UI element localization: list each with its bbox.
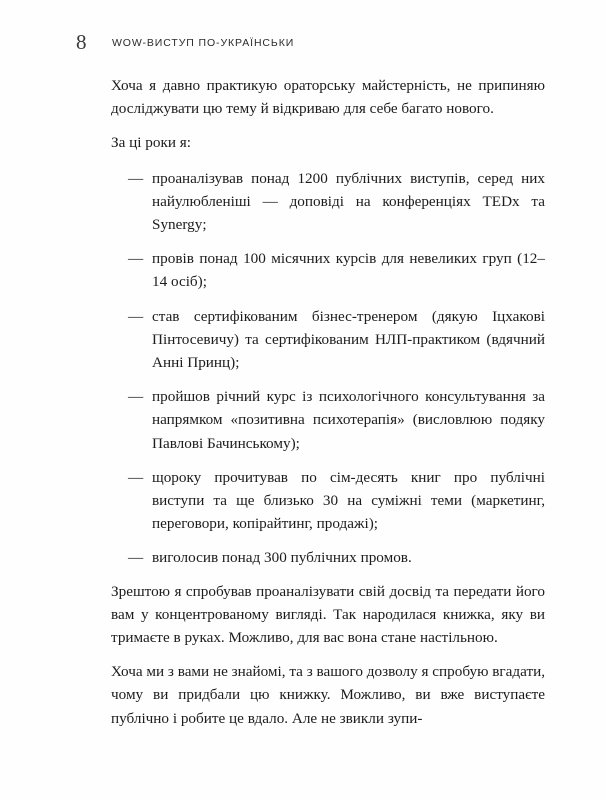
list-item-text: проаналізував понад 1200 публічних виступів, серед них найулюбленіші — доповіді на конференціях TEDx та Synergy;: [152, 169, 545, 234]
list-item-text: став сертифікованим бізнес-тренером (дякую Іцхакові Пінтосевичу) та сертифікованим НЛП-практиком (вдячний Анні Принц);: [152, 307, 545, 372]
em-dash-marker: —: [128, 468, 144, 486]
list-item: [111, 305, 545, 375]
list-item-text: пройшов річний курс із психологічного консультування за напрямком «позитивна психотерапія» (висловлюю подяку Павлові Бачинському);: [152, 388, 545, 452]
page-running-header: [0, 30, 606, 60]
list-item: [111, 247, 545, 293]
em-dash-marker: —: [128, 169, 144, 187]
paragraph-closing-1: Зрештою я спробував проаналізувати свій досвід та передати його вам у концентрованому вигляді. Так народилася книжка, яку ви тримаєте в руках. Можливо, для вас вона стане настільною.: [111, 582, 545, 647]
paragraph-intro: Хоча я давно практикую ораторську майстерність, не припиняю досліджувати цю тему й відкриваю для себе багато нового.: [111, 77, 545, 118]
em-dash-marker: —: [128, 250, 144, 268]
body-text-column: [111, 74, 545, 730]
achievements-list: [111, 167, 545, 570]
em-dash-marker: —: [128, 549, 144, 567]
em-dash-marker: —: [128, 307, 144, 325]
paragraph-lead-in: За ці роки я:: [111, 134, 191, 152]
list-item: [111, 466, 545, 536]
list-item-text: щороку прочитував по сім-десять книг про публічні виступи та ще близько 30 на суміжні теми (маркетинг, переговори, копірайтинг, продажі);: [152, 468, 545, 533]
list-item-text: виголосив понад 300 публічних промов.: [152, 549, 412, 567]
paragraph-closing-2: Хоча ми з вами не знайомі, та з вашого дозволу я спробую вгадати, чому ви придбали цю книжку. Можливо, ви вже виступаєте публічно і робите це вдало. Але не звикли зупи-: [111, 663, 546, 727]
running-head-title: WOW-ВИСТУП ПО-УКРАЇНСЬКИ: [112, 37, 295, 49]
em-dash-marker: —: [128, 388, 144, 406]
list-item: [111, 167, 545, 237]
page-number: 8: [76, 30, 87, 54]
list-item-text: провів понад 100 місячних курсів для невеликих груп (12–14 осіб);: [152, 250, 545, 291]
list-item: [111, 385, 545, 455]
list-item: [111, 546, 545, 569]
